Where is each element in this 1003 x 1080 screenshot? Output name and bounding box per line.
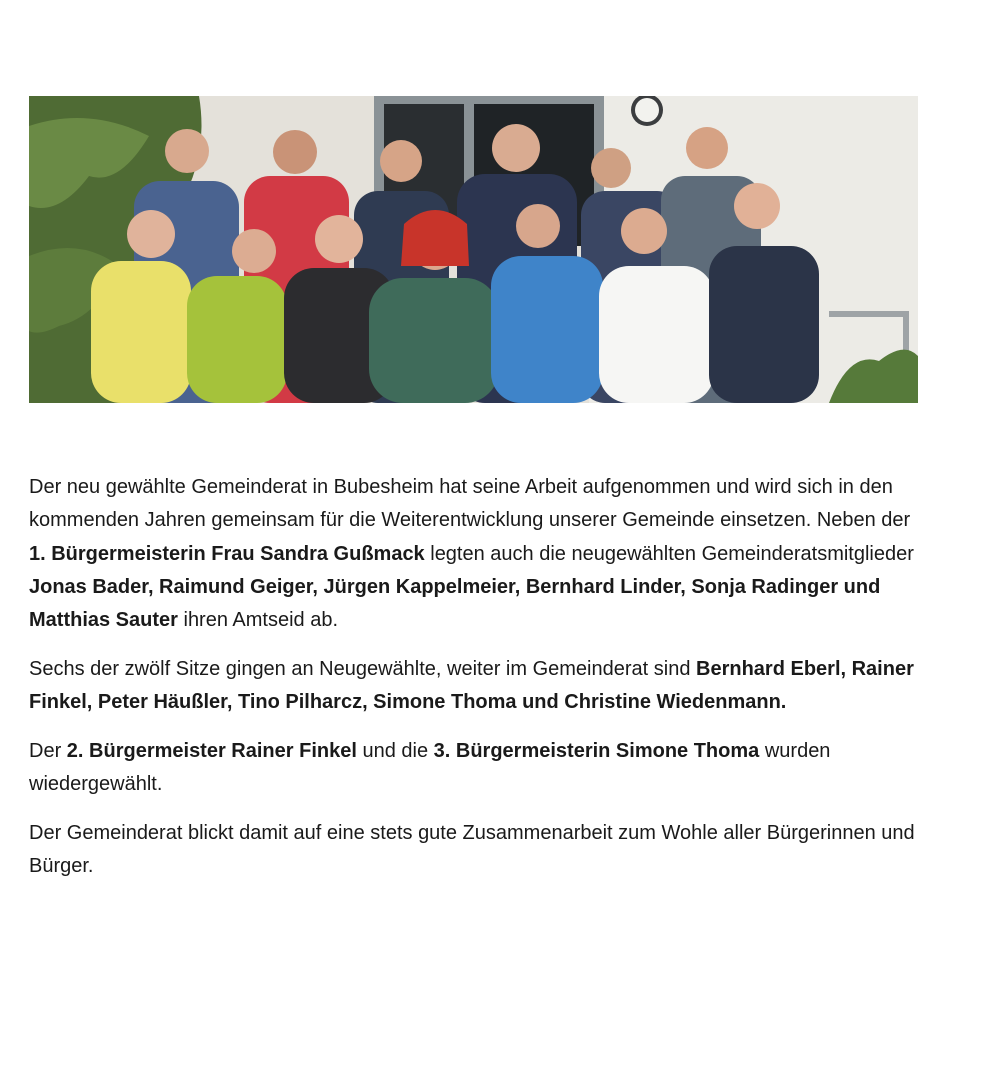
p3-bold-third-mayor: 3. Bürgermeisterin Simone Thoma bbox=[433, 740, 760, 763]
p4-text-1: Der Gemeinderat blickt damit auf eine stets gute Zusammenarbeit zum Wohle aller Bürgerinnen und Bürger. bbox=[29, 822, 915, 878]
p1-text-1: Der neu gewählte Gemeinderat in Bubesheim hat seine Arbeit aufgenommen und wird sich in den kommenden Jahren gemeinsam für die Weiterentwicklung unserer Gemeinde einsetzen. Neben der bbox=[29, 476, 911, 532]
p3-bold-second-mayor: 2. Bürgermeister Rainer Finkel bbox=[66, 740, 357, 763]
paragraph-4 bbox=[29, 817, 929, 884]
paragraph-3 bbox=[29, 735, 929, 802]
p1-text-2: legten auch die neugewählten Gemeinderatsmitglieder bbox=[424, 542, 914, 565]
group-photo bbox=[29, 96, 918, 403]
paragraph-1 bbox=[29, 471, 929, 637]
p3-text-2: und die bbox=[356, 740, 434, 763]
p3-text-1: Der bbox=[29, 740, 67, 763]
p3-text-3: wurden wiedergewählt. bbox=[29, 740, 831, 796]
p1-bold-mayor: 1. Bürgermeisterin Frau Sandra Gußmack bbox=[29, 542, 425, 565]
group-photo-icon bbox=[29, 96, 918, 403]
article-body bbox=[29, 471, 929, 899]
p1-text-3: ihren Amtseid ab. bbox=[177, 609, 339, 632]
p2-text-1: Sechs der zwölf Sitze gingen an Neugewählte, weiter im Gemeinderat sind bbox=[29, 657, 697, 680]
p1-bold-new-members: Jonas Bader, Raimund Geiger, Jürgen Kappelmeier, Bernhard Linder, Sonja Radinger und Matthias Sauter bbox=[29, 575, 881, 632]
paragraph-2 bbox=[29, 653, 929, 720]
p2-bold-members: Bernhard Eberl, Rainer Finkel, Peter Häußler, Tino Pilharcz, Simone Thoma und Christine Wiedenmann. bbox=[29, 657, 914, 714]
